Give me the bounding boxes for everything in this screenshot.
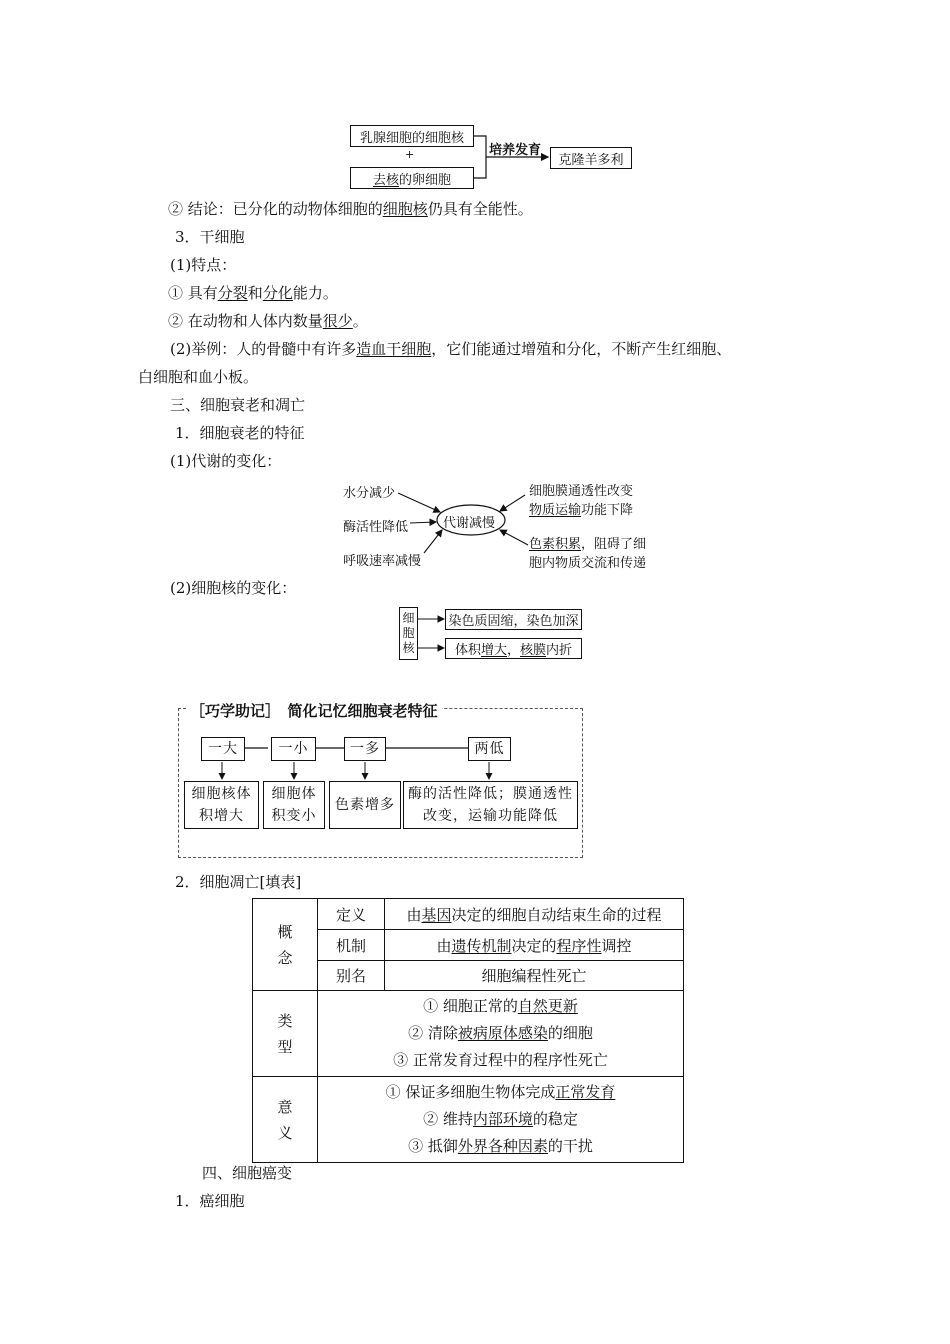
significance-cell <box>253 1077 318 1163</box>
memo-detail-3 <box>329 781 401 829</box>
stem-ex-u: 造血干细胞 <box>356 340 432 358</box>
metab-pigment-1-rest: ，阻碍了细 <box>581 537 647 552</box>
memo-key-4 <box>468 737 511 761</box>
conclusion-line <box>168 199 533 219</box>
stem-ex-pre: (2)举例：人的骨髓中有许多 <box>170 340 357 358</box>
type-2-u: 被病原体感染 <box>457 1024 548 1042</box>
sig-3-u: 外界各种因素 <box>457 1137 548 1155</box>
stem-f1-pre: ① 具有 <box>168 284 218 302</box>
def-label-cell: 定义 <box>318 899 385 930</box>
significance-label: 意义 <box>277 1097 293 1142</box>
nucleus-item-2-u2: 核膜 <box>520 643 547 658</box>
concept-label: 概念 <box>277 922 293 967</box>
metab-respiration: 呼吸速率减慢 <box>343 554 422 569</box>
alias-label-cell: 别名 <box>318 961 385 991</box>
nucleus-item-2-u1: 增大 <box>480 643 507 658</box>
sig-3 <box>324 1133 677 1160</box>
apoptosis-table <box>252 898 684 1163</box>
aging-heading: 1．细胞衰老的特征 <box>175 424 305 442</box>
nucleus-item-1-text: 染色质固缩，染色加深 <box>448 614 579 629</box>
sig-3-post: 的干扰 <box>547 1137 593 1155</box>
memo-detail-3-text: 色素增多 <box>335 797 395 813</box>
memo-detail-4-text: 酶的活性降低；膜通透性改变，运输功能降低 <box>408 786 573 824</box>
mech-value-cell <box>385 930 684 961</box>
mech-post: 调控 <box>601 936 632 955</box>
sig-1-pre: ① 保证多细胞生物体完成 <box>385 1083 556 1101</box>
apoptosis-heading: 2．细胞凋亡[填表] <box>175 873 302 891</box>
stem-cell-heading: 3．干细胞 <box>175 228 245 246</box>
metab-membrane-2-rest: 功能下降 <box>581 503 634 518</box>
type-cell <box>253 991 318 1077</box>
clone-egg-rest: 的卵细胞 <box>399 172 452 188</box>
clone-plus-sign: + <box>405 148 415 161</box>
clone-source-nucleus-label: 乳腺细胞的细胞核 <box>359 130 464 146</box>
clone-arrow-label: 培养发育 <box>489 143 542 158</box>
nucleus-label-box <box>399 607 418 660</box>
nucleus-label: 细胞核 <box>402 611 415 655</box>
def-pre: 由 <box>406 905 422 924</box>
memo-detail-1-text: 细胞核体积增大 <box>191 786 252 824</box>
memo-key-1 <box>201 737 245 761</box>
metab-pigment-1-u: 色素积累 <box>529 537 582 552</box>
sig-1 <box>324 1079 677 1106</box>
nucleus-item-2-b: ， <box>506 643 520 658</box>
type-label: 类型 <box>277 1011 293 1056</box>
def-value-cell <box>385 899 684 930</box>
memo-detail-4 <box>403 781 578 829</box>
nucleus-item-1 <box>445 609 582 630</box>
type-1-u: 自然更新 <box>517 997 578 1015</box>
stem-f2-pre: ② 在动物和人体内数量 <box>168 312 323 330</box>
metab-center: 代谢减慢 <box>443 516 496 531</box>
sig-3-pre: ③ 抵御 <box>408 1137 458 1155</box>
memo-detail-2-text: 细胞体积变小 <box>271 786 317 824</box>
stem-ex-post: ，它们能通过增殖和分化，不断产生红细胞、 <box>431 340 732 358</box>
stem-example-line2: 白细胞和血小板。 <box>138 368 259 386</box>
conclusion-underlined: 细胞核 <box>382 200 428 218</box>
type-2-post: 的细胞 <box>547 1024 593 1042</box>
def-post: 决定的细胞自动结束生命的过程 <box>451 905 662 924</box>
metab-membrane-2 <box>529 499 633 518</box>
stem-example-line1 <box>170 339 731 359</box>
clone-result-label: 克隆羊多利 <box>558 152 624 168</box>
nucleus-heading: (2)细胞核的变化： <box>170 579 297 597</box>
stem-f1-mid: 和 <box>247 284 263 302</box>
alias-value-cell: 细胞编程性死亡 <box>385 961 684 991</box>
type-3: ③ 正常发育过程中的程序性死亡 <box>393 1051 608 1069</box>
sig-2 <box>324 1106 677 1133</box>
stem-feature-2 <box>168 311 368 331</box>
stem-feature-heading: (1)特点： <box>170 256 237 274</box>
nucleus-item-2 <box>445 638 582 659</box>
mech-u1: 遗传机制 <box>451 936 512 955</box>
cancer-cell-heading: 1．癌细胞 <box>175 1192 245 1210</box>
metab-enzyme: 酶活性降低 <box>343 520 409 535</box>
section-3-heading: 三、细胞衰老和凋亡 <box>170 396 306 414</box>
mech-mid: 决定的 <box>511 936 557 955</box>
stem-f1-post: 能力。 <box>292 284 338 302</box>
metab-membrane-1: 细胞膜通透性改变 <box>529 484 634 499</box>
memo-key-3-text: 一多 <box>350 741 380 757</box>
metab-pigment-2: 胞内物质交流和传递 <box>529 556 647 571</box>
memo-key-4-text: 两低 <box>474 741 505 757</box>
memo-key-2 <box>271 737 316 761</box>
sig-2-pre: ② 维持 <box>423 1110 473 1128</box>
sig-1-u: 正常发育 <box>555 1083 616 1101</box>
memo-key-3 <box>344 737 386 761</box>
metabolism-heading: (1)代谢的变化： <box>170 452 282 470</box>
memory-aid-title: ［巧学助记］ 简化记忆细胞衰老特征 <box>186 700 442 721</box>
stem-f1-u1: 分裂 <box>217 284 248 302</box>
memo-key-2-text: 一小 <box>278 741 309 757</box>
mech-label-cell: 机制 <box>318 930 385 961</box>
type-values-cell <box>318 991 684 1077</box>
type-2 <box>324 1020 677 1047</box>
metab-pigment-1 <box>529 533 646 552</box>
memo-detail-1 <box>184 781 259 829</box>
stem-f1-u2: 分化 <box>262 284 293 302</box>
conclusion-pre: ② 结论：已分化的动物体细胞的 <box>168 200 383 218</box>
nucleus-item-2-c: 内折 <box>546 643 573 658</box>
sig-2-u: 内部环境 <box>472 1110 533 1128</box>
stem-f2-u: 很少 <box>322 312 353 330</box>
stem-f2-post: 。 <box>352 312 368 330</box>
def-underlined: 基因 <box>421 905 452 924</box>
metab-water: 水分减少 <box>343 486 396 501</box>
clone-egg-underlined: 去核 <box>372 172 399 188</box>
conclusion-post: 仍具有全能性。 <box>427 200 533 218</box>
stem-feature-1 <box>168 283 338 303</box>
type-1-pre: ① 细胞正常的 <box>423 997 518 1015</box>
mech-pre: 由 <box>436 936 452 955</box>
nucleus-item-2-a: 体积 <box>454 643 481 658</box>
memo-key-1-text: 一大 <box>208 741 238 757</box>
significance-values-cell <box>318 1077 684 1163</box>
memo-detail-2 <box>263 781 325 829</box>
section-4-heading: 四、细胞癌变 <box>202 1164 293 1182</box>
type-1 <box>324 993 677 1020</box>
sig-2-post: 的稳定 <box>532 1110 578 1128</box>
metab-membrane-2-u: 物质运输 <box>529 503 582 518</box>
concept-cell <box>253 899 318 991</box>
type-2-pre: ② 清除 <box>408 1024 458 1042</box>
mech-u2: 程序性 <box>556 936 602 955</box>
